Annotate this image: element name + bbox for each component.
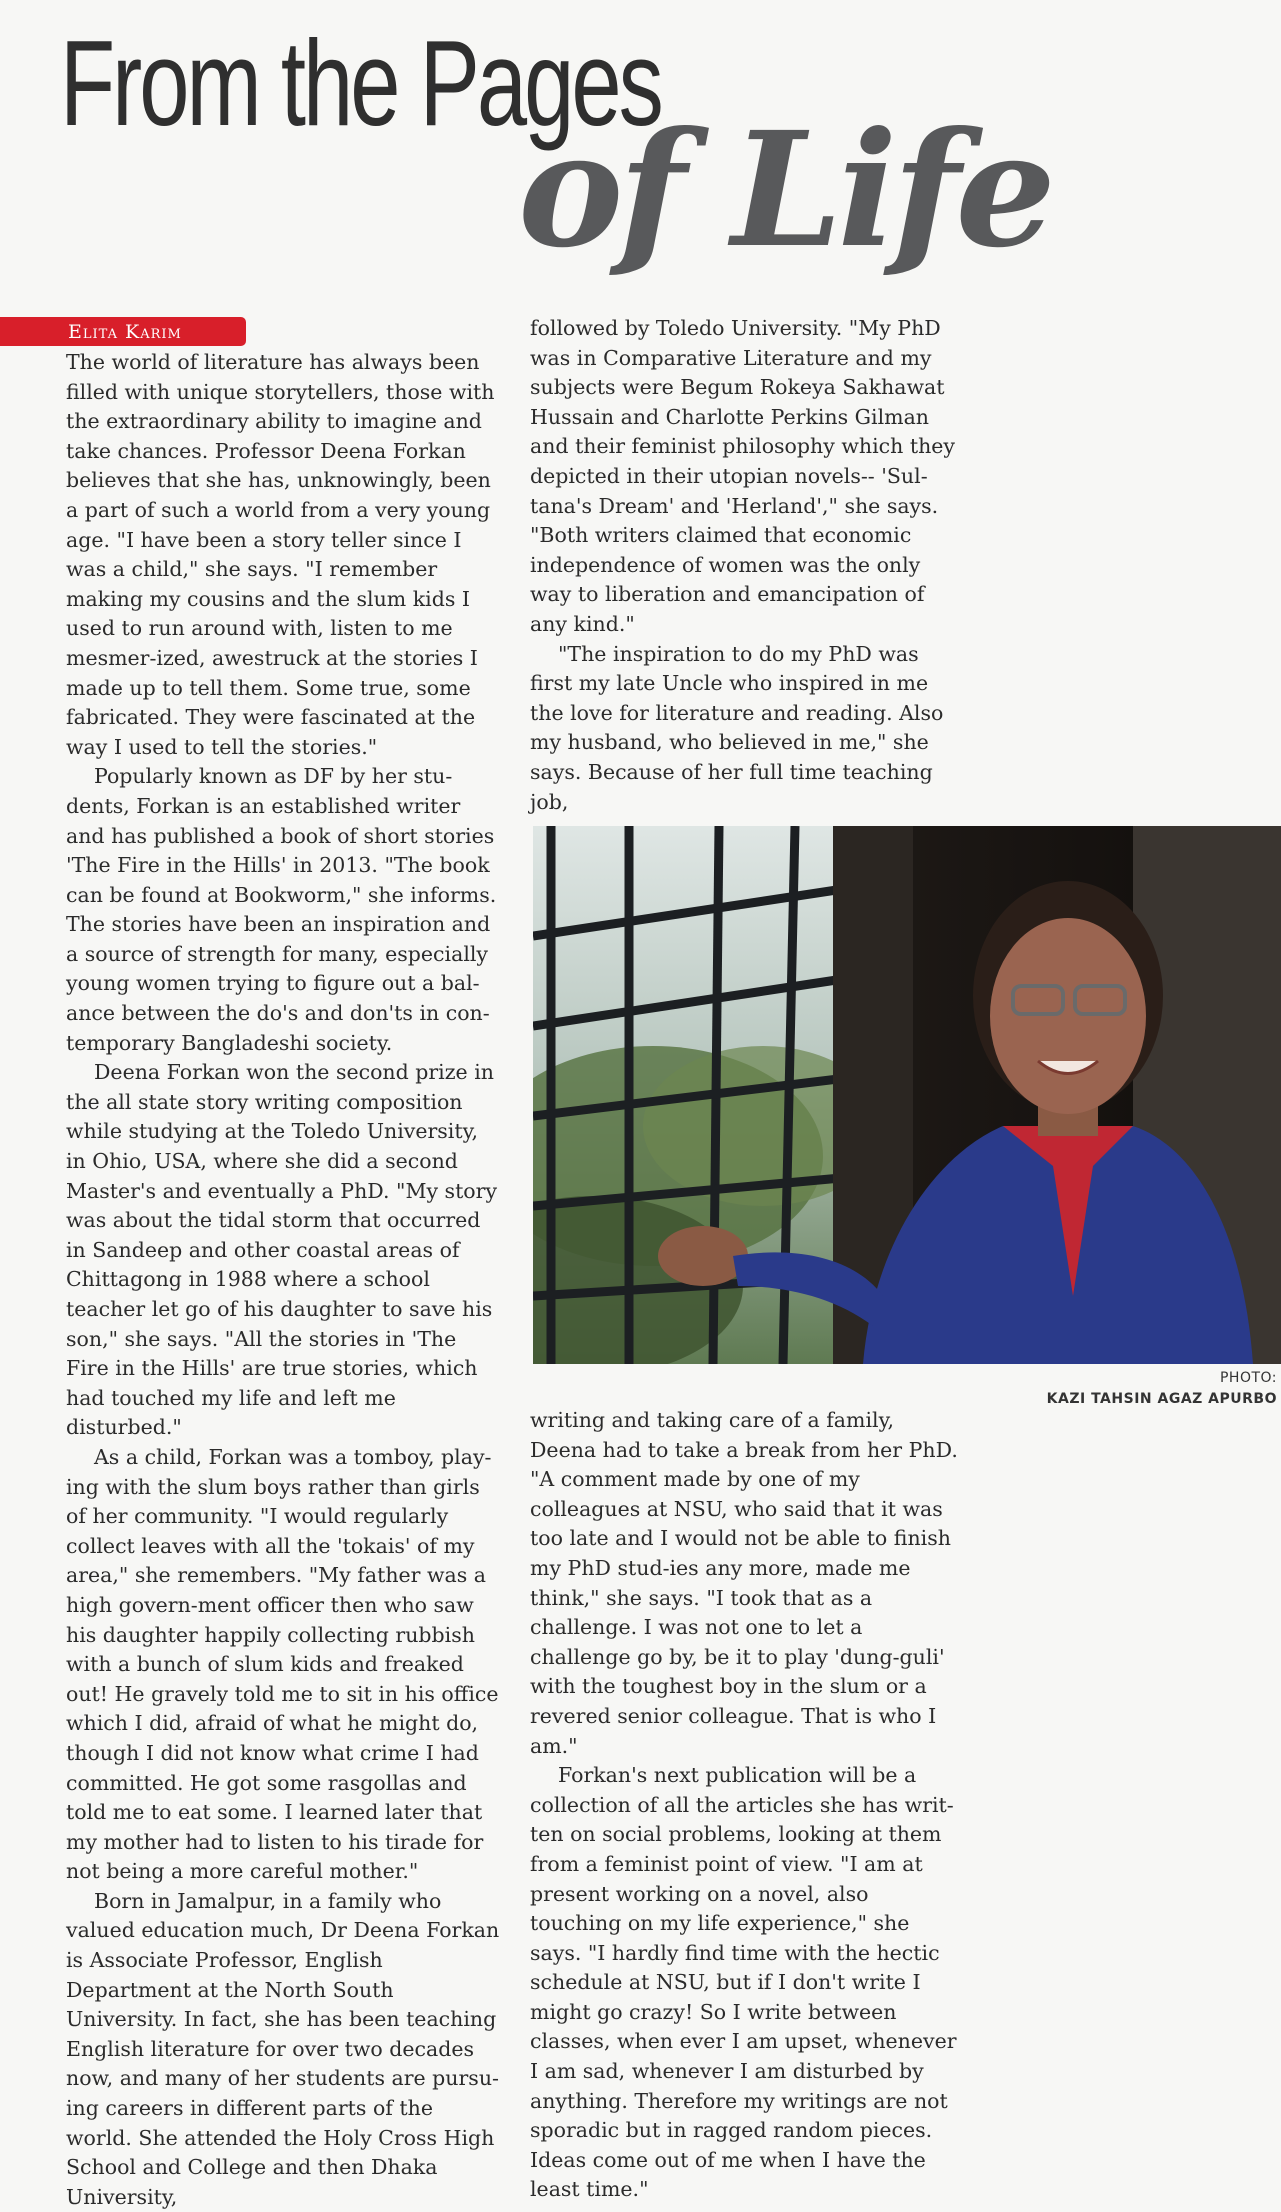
headline [0,0,1281,300]
portrait-photo [533,826,1281,1364]
headline-line-1: From the Pages [60,15,661,151]
paragraph: Forkan's next publication will be a collection of all the articles she has writ-ten on social problems, looking at them from a feminist point of view. "I am at present working on a novel, also touching on my life experience," she says. "I hardly find time with the hectic schedule at NSU, but if I don't write I might go crazy! So I write between classes, when ever I am upset, whenever I am sad, whenever I am disturbed by anything. Therefore my writings are not sporadic but in ragged random pieces. Ideas come out of me when I have the least time." [530,1763,957,2202]
article-column-1 [66,348,504,2212]
paragraph: Deena Forkan won the second prize in the all state story writing composition while studying at the Toledo University, in Ohio, USA, where she did a second Master's and eventually a PhD. "My story was about the tidal storm that occurred in Sandeep and other coastal areas of Chittagong in 1988 where a school teacher let go of his daughter to save his son," she says. "All the stories in 'The Fire in the Hills' are true stories, which had touched my life and left me disturbed." [66,1060,498,1440]
paragraph: writing and taking care of a family, Deena had to take a break from her PhD. "A comment made by one of my colleagues at NSU, who said that it was too late and I would not be able to finish my PhD stud-ies any more, made me think," she says. "I took that as a challenge. I was not one to let a challenge go by, be it to play 'dung-guli' with the toughest boy in the slum or a revered senior colleague. That is who I am." [530,1408,958,1758]
paragraph: "The inspiration to do my PhD was first my late Uncle who inspired in me the love for literature and reading. Also my husband, who believed in me," she says. Because of her full time teaching job, [530,641,944,814]
paragraph: Popularly known as DF by her stu-dents, Forkan is an established writer and has published a book of short stories 'The Fire in the Hills' in 2013. "The book can be found at Bookworm," she informs. The stories have been an inspiration and a source of strength for many, especially young women trying to figure out a bal-ance between the do's and don'ts in con-temporary Bangladeshi society. [66,764,497,1055]
byline-author: Elita Karim [68,321,182,343]
photo-credit-name: KAZI TAHSIN AGAZ APURBO [1046,1391,1277,1407]
portrait-illustration [533,826,1281,1364]
paragraph: The world of literature has always been filled with unique storytellers, those with the extraordinary ability to imagine and take chances. Professor Deena Forkan believes that she has, unknowingly, been a part of such a world from a very young age. "I have been a story teller since I was a child," she says. "I remember making my cousins and the slum kids I used to run around with, listen to me mesmer-ized, awestruck at the stories I made up to tell them. Some true, some fabricated. They were fascinated at the way I used to tell the stories." [66,350,495,759]
headline-line-2: of Life [518,98,1051,283]
photo-credit-label: PHOTO: [1219,1370,1277,1386]
paragraph: followed by Toledo University. "My PhD was in Comparative Literature and my subjects were Begum Rokeya Sakhawat Hussain and Charlotte Perkins Gilman and their feminist philosophy which they depicted in their utopian novels-- 'Sul-tana's Dream' and 'Herland'," she says. "Both writers claimed that economic independence of women was the only way to liberation and emancipation of any kind." [530,316,955,636]
article-column-2-bottom [530,1406,966,2205]
paragraph: As a child, Forkan was a tomboy, play-ing with the slum boys rather than girls of her community. "I would regularly collect leaves with all the 'tokais' of my area," she remembers. "My father was a high govern-ment officer then who saw his daughter happily collecting rubbish with a bunch of slum kids and freaked out! He gravely told me to sit in his office which I did, afraid of what he might do, though I did not know what crime I had committed. He got some rasgollas and told me to eat some. I learned later that my mother had to listen to his tirade for not being a more careful mother." [66,1444,499,1884]
article-column-2-top [530,314,966,817]
byline-bar [0,317,246,346]
photo-credit [1047,1368,1277,1410]
paragraph: Born in Jamalpur, in a family who valued education much, Dr Deena Forkan is Associate Professor, English Department at the North South University. In fact, she has been teaching English literature for over two decades now, and many of her students are pursu-ing careers in different parts of the world. She attended the Holy Cross High School and College and then Dhaka University, [66,1888,500,2209]
